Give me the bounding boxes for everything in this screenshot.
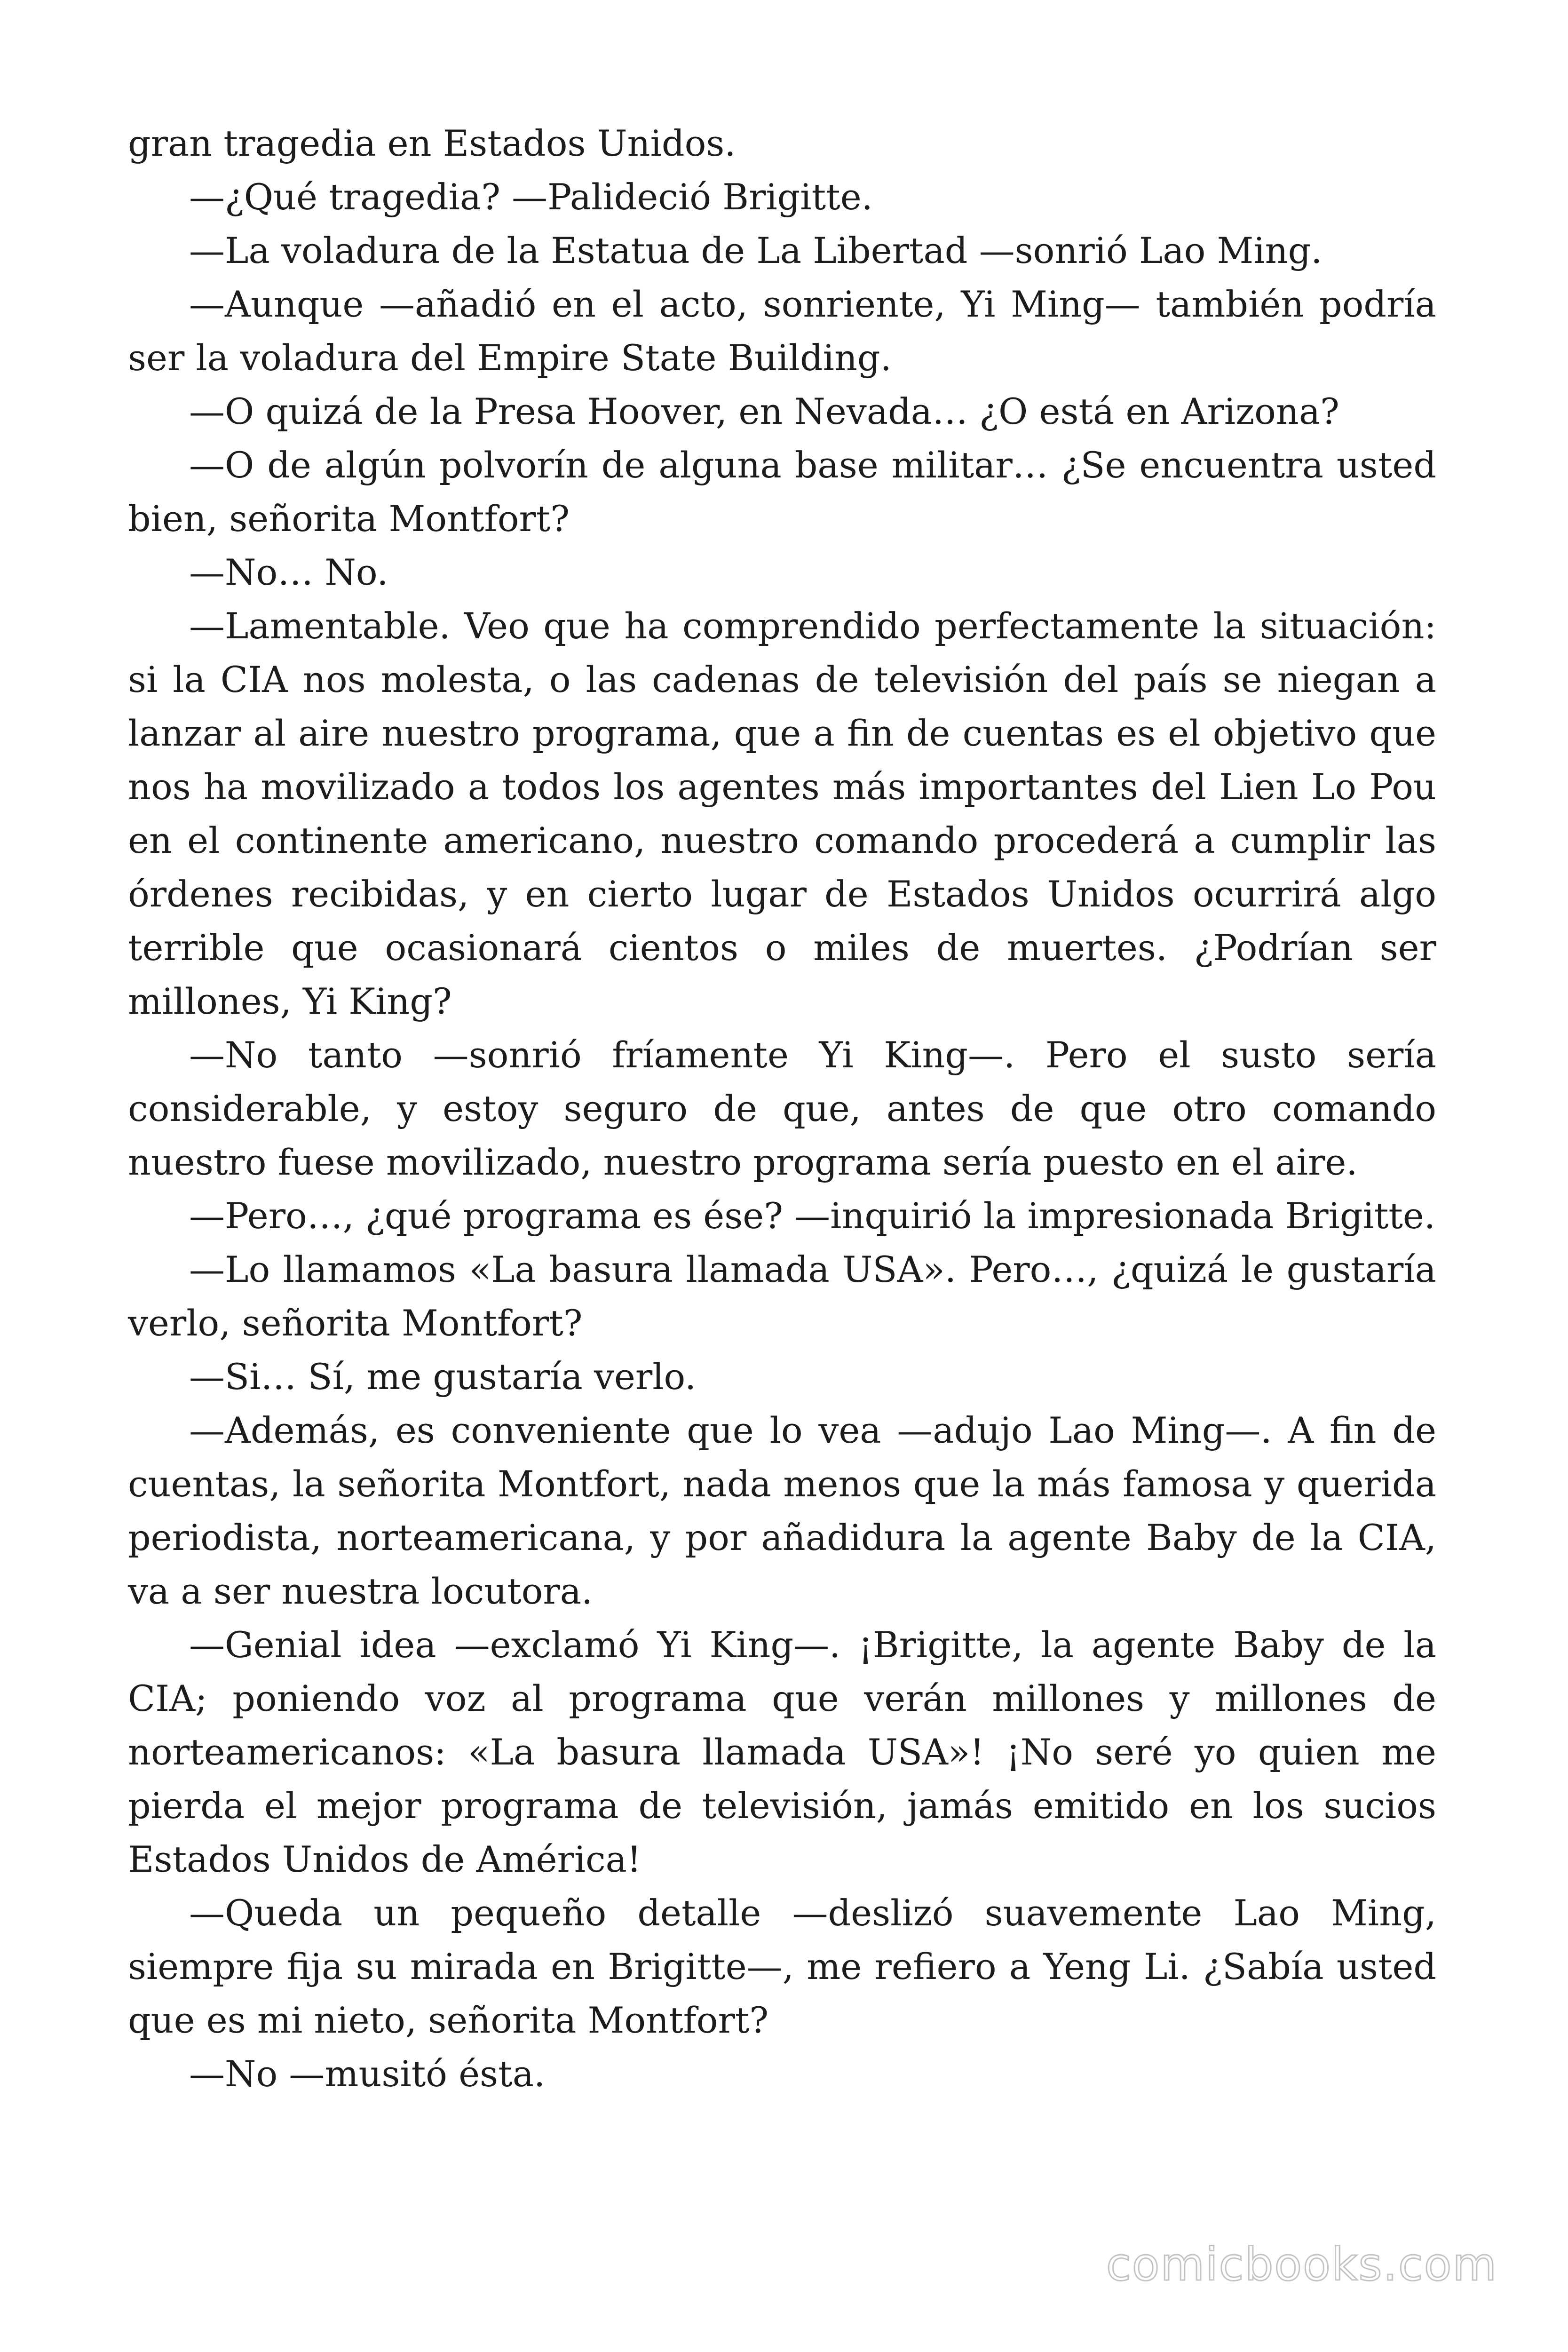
paragraph: —Aunque —añadió en el acto, sonriente, Yi Ming— también podría ser la voladura del Empire State Building. (128, 283, 1436, 379)
paragraph: —No —musitó ésta. (189, 2053, 546, 2095)
paragraph: —Queda un pequeño detalle —deslizó suavemente Lao Ming, siempre fija su mirada en Brigitte—, me refiero a Yeng Li. ¿Sabía usted que es mi nieto, señorita Montfort? (128, 1892, 1436, 2041)
paragraph: gran tragedia en Estados Unidos. (128, 122, 736, 164)
paragraph: —Lamentable. Veo que ha comprendido perfectamente la situación: si la CIA nos molesta, o las cadenas de televisión del país se niegan a lanzar al aire nuestro programa, que a fin de cuentas es el objetivo que nos ha movilizado a todos los agentes más importantes del Lien Lo Pou en el continente americano, nuestro comando procederá a cumplir las órdenes recibidas, y en cierto lugar de Estados Unidos ocurrirá algo terrible que ocasionará cientos o miles de muertes. ¿Podrían ser millones, Yi King? (128, 605, 1436, 1022)
paragraph: —Si… Sí, me gustaría verlo. (189, 1356, 697, 1398)
paragraph: —Pero…, ¿qué programa es ése? —inquirió la impresionada Brigitte. (189, 1195, 1436, 1237)
paragraph: —Además, es conveniente que lo vea —adujo Lao Ming—. A fin de cuentas, la señorita Montfort, nada menos que la más famosa y querida periodista, norteamericana, y por añadidura la agente Baby de la CIA, va a ser nuestra locutora. (128, 1409, 1436, 1612)
paragraph: —¿Qué tragedia? —Palideció Brigitte. (189, 176, 873, 218)
paragraph: —Lo llamamos «La basura llamada USA». Pero…, ¿quizá le gustaría verlo, señorita Montfort? (128, 1248, 1436, 1344)
paragraph: —La voladura de la Estatua de La Libertad —sonrió Lao Ming. (189, 230, 1323, 271)
page-text (128, 117, 1436, 2101)
paragraph: —O quizá de la Presa Hoover, en Nevada… ¿O está en Arizona? (189, 390, 1339, 432)
watermark: comicbooks.com (1106, 2238, 1497, 2291)
paragraph: —No… No. (189, 551, 388, 593)
paragraph: —No tanto —sonrió fríamente Yi King—. Pero el susto sería considerable, y estoy seguro de que, antes de que otro comando nuestro fuese movilizado, nuestro programa sería puesto en el aire. (128, 1034, 1436, 1183)
paragraph: —Genial idea —exclamó Yi King—. ¡Brigitte, la agente Baby de la CIA; poniendo voz al programa que verán millones y millones de norteamericanos: «La basura llamada USA»! ¡No seré yo quien me pierda el mejor programa de televisión, jamás emitido en los sucios Estados Unidos de América! (128, 1624, 1436, 1880)
paragraph: —O de algún polvorín de alguna base militar… ¿Se encuentra usted bien, señorita Montfort? (128, 444, 1436, 540)
